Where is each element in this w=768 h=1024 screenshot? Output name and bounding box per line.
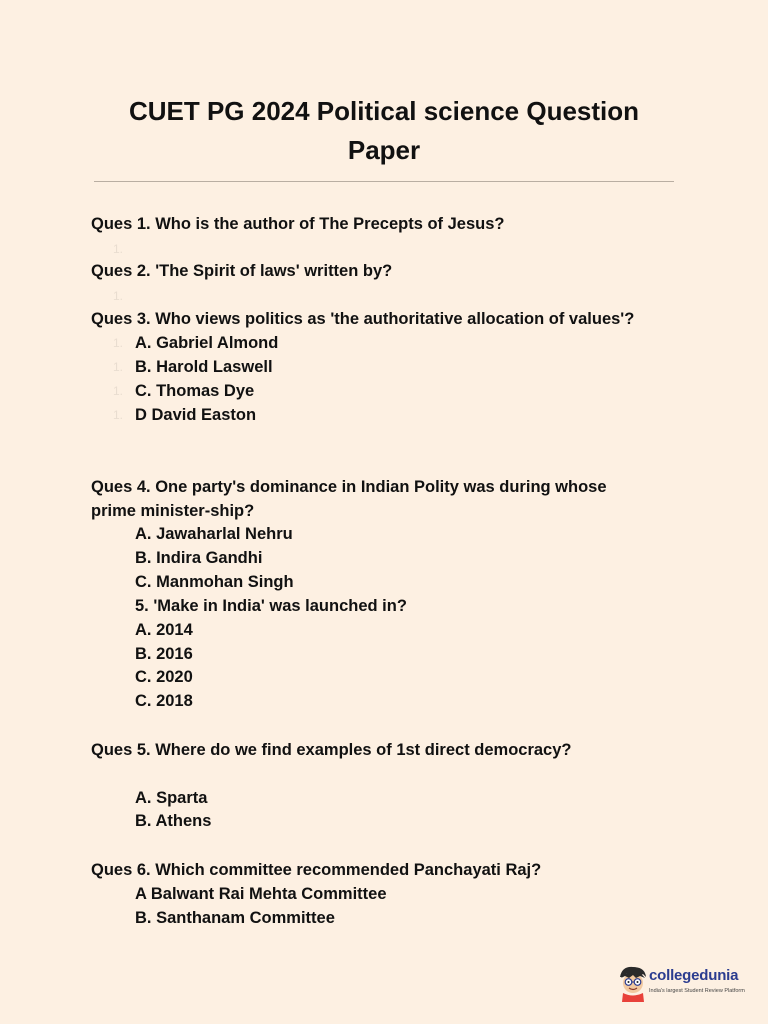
- q3-option-c: C. Thomas Dye: [135, 382, 255, 400]
- collegedunia-logo: [616, 964, 745, 1002]
- q4-option-c: C. Manmohan Singh: [135, 573, 294, 591]
- q3-option-b: B. Harold Laswell: [135, 358, 273, 376]
- faint-list-marker: 1.: [113, 242, 124, 256]
- question-3: Ques 3. Who views politics as 'the authoritative allocation of values'?: [91, 310, 635, 328]
- title-line-2: Paper: [347, 135, 421, 165]
- question-6: Ques 6. Which committee recommended Panchayati Raj?: [91, 861, 542, 879]
- logo-tagline: India's largest Student Review Platform: [649, 988, 745, 994]
- sub-q5-option-b: B. 2016: [135, 645, 193, 663]
- sub-q5-option-c: C. 2020: [135, 668, 193, 686]
- q5-option-a: A. Sparta: [135, 789, 208, 807]
- faint-list-marker: 1.: [113, 384, 124, 398]
- faint-list-marker: 1.: [113, 336, 124, 350]
- question-5: Ques 5. Where do we find examples of 1st direct democracy?: [91, 741, 572, 759]
- faint-list-marker: 1.: [113, 289, 124, 303]
- q4-option-b: B. Indira Gandhi: [135, 549, 263, 567]
- sub-q5-option-a: A. 2014: [135, 621, 193, 639]
- q4-option-a: A. Jawaharlal Nehru: [135, 525, 293, 543]
- q6-option-b: B. Santhanam Committee: [135, 909, 335, 927]
- sub-q5-option-d: C. 2018: [135, 692, 193, 710]
- q5-option-b: B. Athens: [135, 812, 212, 830]
- page-title: [0, 92, 768, 170]
- title-divider: [94, 181, 674, 182]
- faint-list-marker: 1.: [113, 360, 124, 374]
- question-4-line-1: Ques 4. One party's dominance in Indian Polity was during whose: [91, 478, 607, 496]
- logo-wordmark: collegedunia: [649, 967, 739, 984]
- question-4-line-2: prime minister-ship?: [91, 502, 255, 520]
- title-line-1: CUET PG 2024 Political science Question: [128, 96, 640, 126]
- q3-option-a: A. Gabriel Almond: [135, 334, 279, 352]
- question-2: Ques 2. 'The Spirit of laws' written by?: [91, 262, 393, 280]
- question-1: Ques 1. Who is the author of The Precepts of Jesus?: [91, 215, 505, 233]
- q6-option-a: A Balwant Rai Mehta Committee: [135, 885, 387, 903]
- student-mascot-icon: [616, 964, 650, 1002]
- faint-list-marker: 1.: [113, 408, 124, 422]
- q3-option-d: D David Easton: [135, 406, 257, 424]
- sub-question-5: 5. 'Make in India' was launched in?: [135, 597, 407, 615]
